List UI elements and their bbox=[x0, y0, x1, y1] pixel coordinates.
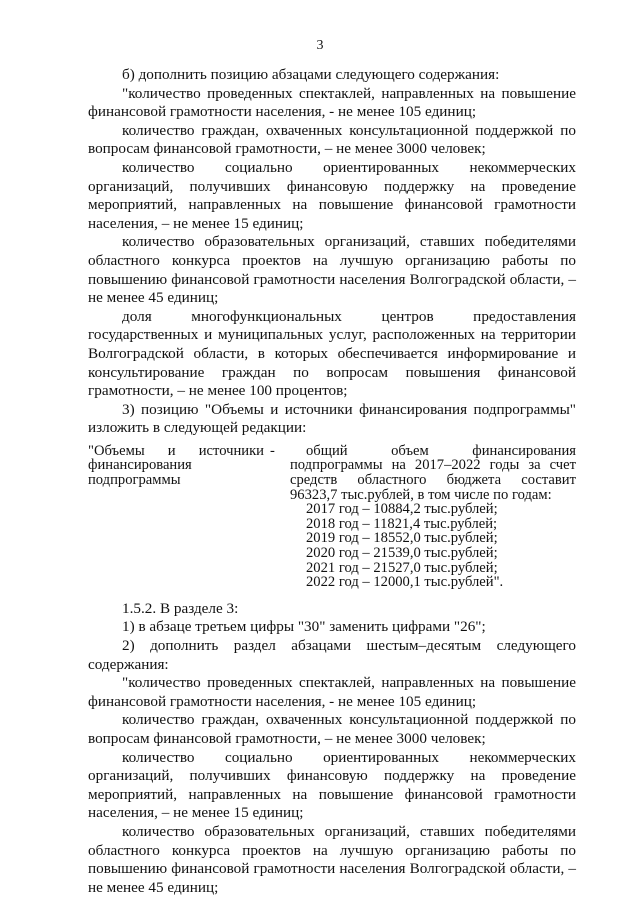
paragraph: 2) дополнить раздел абзацами шестым–десятым следующего содержания: bbox=[88, 637, 576, 673]
passport-label: "Объемы и источники финансирования подпрограммы bbox=[88, 442, 264, 489]
funding-year-item: 2019 год – 18552,0 тыс.рублей; bbox=[306, 530, 498, 547]
paragraph: количество граждан, охваченных консультационной поддержкой по вопросам финансовой грамотности, – не менее 3000 человек; bbox=[88, 711, 576, 747]
paragraph: количество социально ориентированных некоммерческих организаций, получивших финансовую поддержку на проведение мероприятий, направленных на повышение финансовой грамотности населения, – не менее 15 единиц; bbox=[88, 158, 576, 232]
funding-year-item: 2021 год – 21527,0 тыс.рублей; bbox=[306, 559, 498, 576]
paragraph: доля многофункциональных центров предоставления государственных и муниципальных услуг, расположенных на территории Волгоградской области, в которых обеспечивается информирование и консультирование граждан по вопросам повышения финансовой грамотности, – не менее 100 процентов; bbox=[88, 307, 576, 400]
paragraph: "количество проведенных спектаклей, направленных на повышение финансовой грамотности населения, - не менее 105 единиц; bbox=[88, 84, 576, 121]
funding-passport-table bbox=[88, 444, 576, 590]
passport-value bbox=[282, 444, 576, 590]
funding-year-item: 2022 год – 12000,1 тыс.рублей". bbox=[306, 574, 504, 591]
paragraph: количество социально ориентированных некоммерческих организаций, получивших финансовую поддержку на проведение мероприятий, направленных на повышение финансовой грамотности населения, – не менее 15 единиц; bbox=[88, 748, 576, 822]
funding-year-item: 2017 год – 10884,2 тыс.рублей; bbox=[306, 501, 498, 518]
page-number: 3 bbox=[316, 38, 324, 53]
paragraph: "количество проведенных спектаклей, направленных на повышение финансовой грамотности населения, - не менее 105 единиц; bbox=[88, 674, 576, 710]
document-body bbox=[88, 66, 576, 897]
funding-years-list bbox=[306, 502, 576, 590]
paragraph: б) дополнить позицию абзацами следующего содержания: bbox=[122, 66, 500, 83]
paragraph: количество образовательных организаций, ставших победителями областного конкурса проектов на лучшую организацию работы по повышению финансовой грамотности населения Волгоградской области, – не менее 45 единиц; bbox=[88, 822, 576, 896]
paragraph: количество граждан, охваченных консультационной поддержкой по вопросам финансовой грамотности, – не менее 3000 человек; bbox=[88, 121, 576, 158]
funding-year-item: 2018 год – 11821,4 тыс.рублей; bbox=[306, 515, 498, 532]
passport-dash: - bbox=[270, 442, 275, 459]
section-heading: 1.5.2. В разделе 3: bbox=[122, 599, 239, 617]
paragraph: 3) позицию "Объемы и источники финансирования подпрограммы" изложить в следующей редакции: bbox=[88, 400, 576, 437]
paragraph: 1) в абзаце третьем цифры "30" заменить цифрами "26"; bbox=[122, 618, 486, 636]
paragraph: количество образовательных организаций, ставших победителями областного конкурса проектов на лучшую организацию работы по повышению финансовой грамотности населения Волгоградской области, – не менее 45 единиц; bbox=[88, 233, 576, 307]
funding-year-item: 2020 год – 21539,0 тыс.рублей; bbox=[306, 545, 498, 562]
funding-summary: общий объем финансирования подпрограммы на 2017–2022 годы за счет средств областного бюджета составит 96323,7 тыс.рублей, в том числе по годам: bbox=[290, 442, 576, 503]
